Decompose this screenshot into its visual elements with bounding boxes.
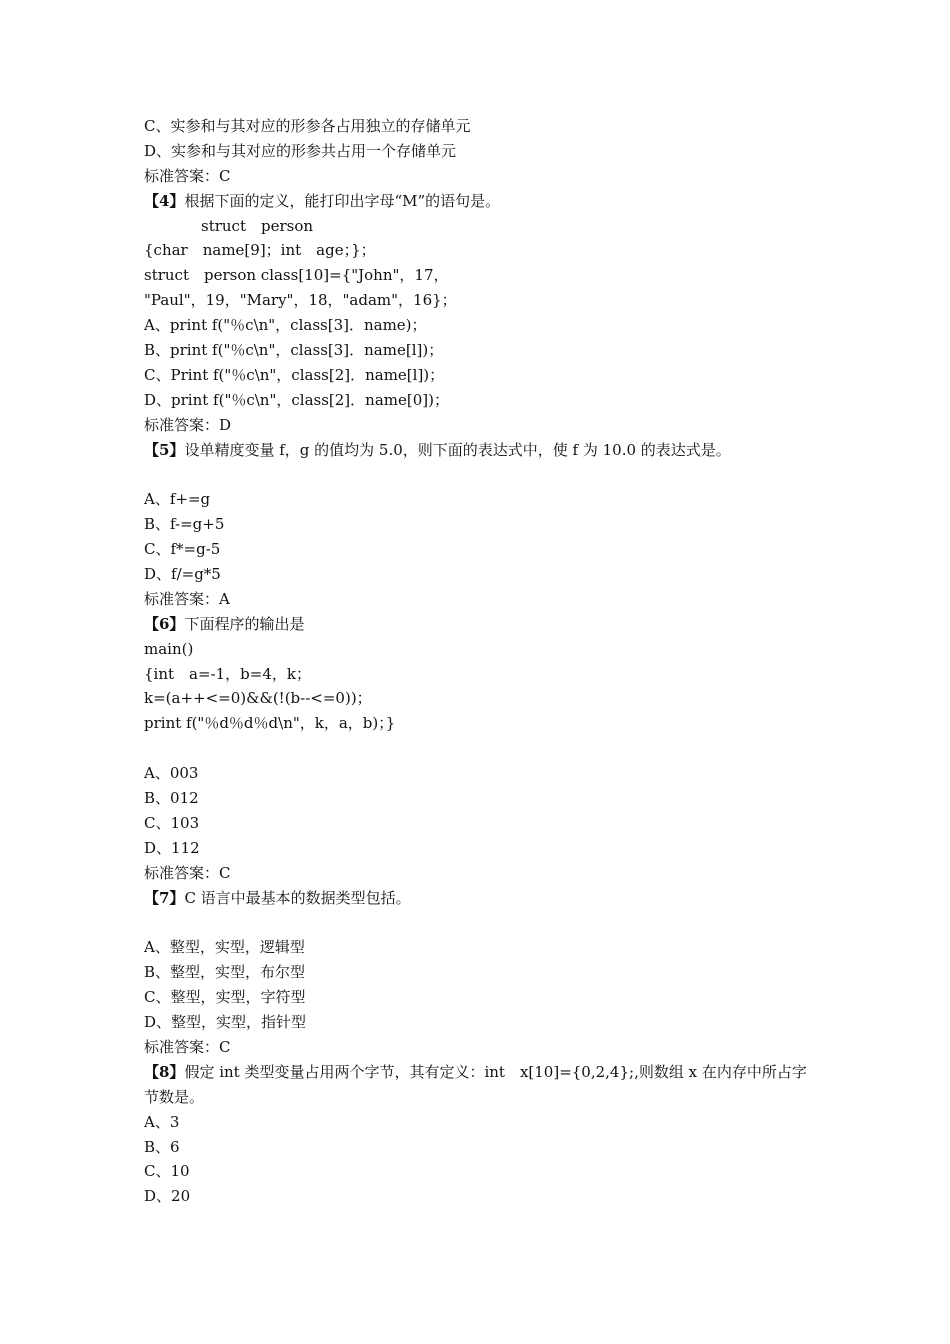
q4-question: [144, 189, 824, 214]
blank-line: [144, 911, 824, 936]
q6-code-line: {int a=-1，b=4，k；: [144, 664, 311, 683]
q5-answer: 标准答案：A: [144, 589, 230, 608]
q7-option-b: B、整型，实型，布尔型: [144, 963, 306, 982]
q8-option-b: B、6: [144, 1137, 180, 1156]
q3-option-c: C、实参和与其对应的形参各占用独立的存储单元: [144, 117, 471, 135]
q4-answer: 标准答案：D: [144, 415, 232, 434]
q8-option-c: C、10: [144, 1162, 190, 1181]
blank-line: [144, 462, 824, 487]
q6-option-d: D、112: [144, 838, 200, 857]
q8-text: 假定 int 类型变量占用两个字节，其有定义：int x[10]={0,2,4};,则数组 x 在内存中所占字节数是。: [144, 1062, 807, 1106]
q4-text: 根据下面的定义，能打印出字母“M”的语句是。: [184, 191, 501, 210]
q6-code-line: k=(a++<=0)&&(!(b--<=0))；: [144, 689, 372, 708]
q4-code-line: struct person: [201, 216, 314, 235]
q5-question: [144, 438, 824, 463]
q7-text: C 语言中最基本的数据类型包括。: [184, 888, 411, 907]
q5-text: 设单精度变量 f，g 的值均为 5.0，则下面的表达式中，使 f 为 10.0 的表达式是。: [184, 440, 731, 459]
q5-option-d: D、f/=g*5: [144, 565, 221, 584]
q5-option-a: A、f+=g: [144, 490, 211, 509]
q4-code-line: struct person class[10]={"John"，17，: [144, 266, 449, 285]
q6-option-b: B、012: [144, 789, 199, 808]
q5-option-c: C、f*=g-5: [144, 540, 221, 559]
q5-option-b: B、f-=g+5: [144, 515, 225, 534]
q8-question: [144, 1060, 814, 1110]
q6-code-line: main(): [144, 639, 194, 658]
q7-answer: 标准答案：C: [144, 1037, 231, 1056]
q4-option-c: C、Print f("％c\n"，class[2]．name[l])；: [144, 365, 445, 384]
document-page: [144, 114, 824, 1209]
q4-option-b: B、print f("％c\n"，class[3]．name[l])；: [144, 341, 444, 360]
q6-question: [144, 612, 824, 637]
q6-number: 【6】: [144, 614, 185, 633]
q4-number: 【4】: [144, 191, 185, 210]
q6-option-c: C、103: [144, 813, 200, 832]
blank-line: [144, 736, 824, 761]
q8-option-a: A、3: [144, 1112, 180, 1131]
q7-question: [144, 886, 824, 911]
q7-option-c: C、整型，实型，字符型: [144, 988, 306, 1007]
q4-option-a: A、print f("％c\n"，class[3]．name)；: [144, 316, 427, 335]
q7-number: 【7】: [144, 888, 185, 907]
q4-option-d: D、print f("％c\n"，class[2]．name[0])；: [144, 390, 449, 409]
q7-option-d: D、整型，实型，指针型: [144, 1013, 307, 1032]
q3-answer: 标准答案：C: [144, 166, 231, 185]
q4-code-line: "Paul"，19，"Mary"，18，"adam"，16}；: [144, 291, 457, 310]
q8-number: 【8】: [144, 1062, 185, 1081]
q6-code-line: print f("％d％d％d\n"，k，a，b)；}: [144, 714, 396, 733]
q5-number: 【5】: [144, 440, 185, 459]
q6-answer: 标准答案：C: [144, 863, 231, 882]
q6-text: 下面程序的输出是: [184, 614, 305, 633]
q7-option-a: A、整型，实型，逻辑型: [144, 938, 305, 957]
q6-option-a: A、003: [144, 764, 199, 783]
q8-option-d: D、20: [144, 1187, 191, 1206]
q4-code-line: {char name[9]；int age；}；: [144, 241, 376, 260]
q3-option-d: D、实参和与其对应的形参共占用一个存储单元: [144, 141, 457, 160]
